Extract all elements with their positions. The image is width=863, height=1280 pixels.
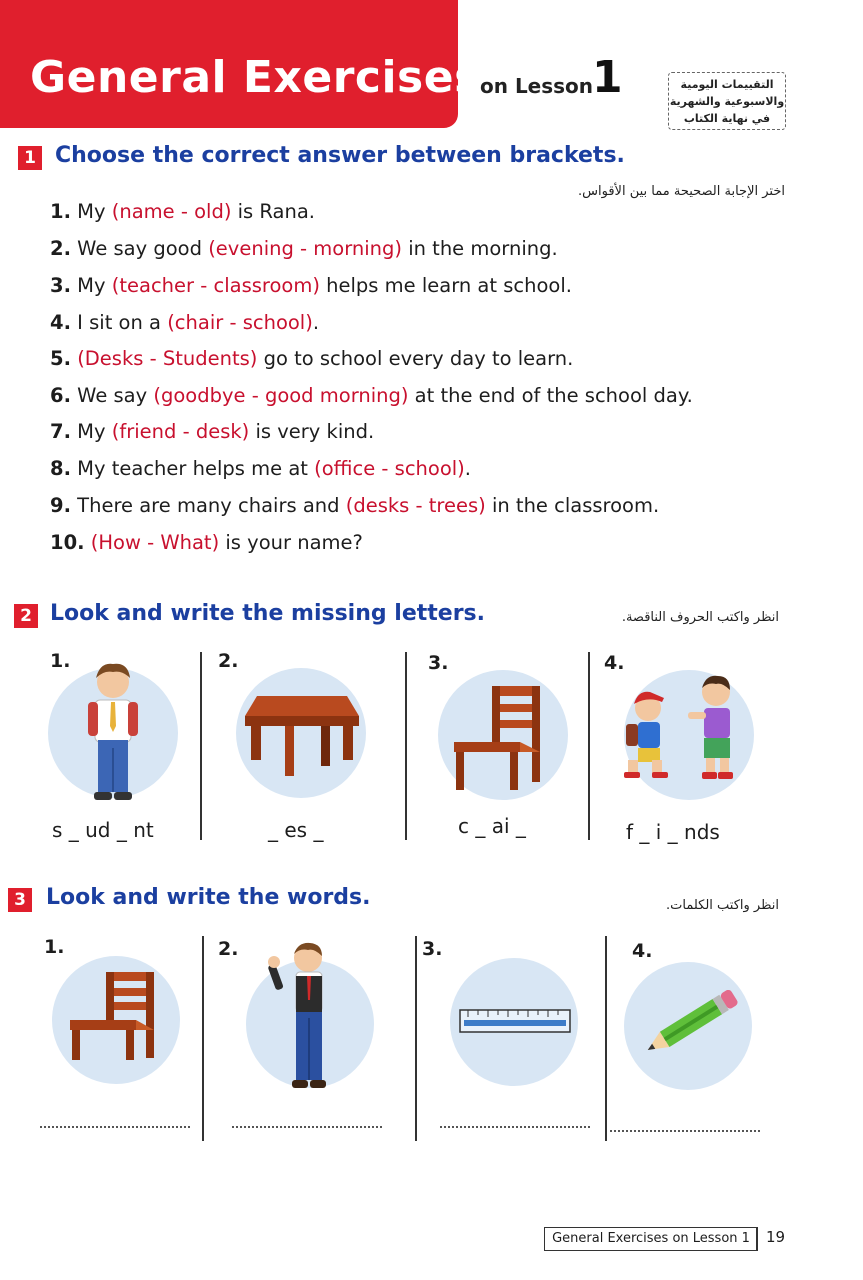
teacher-picture	[266, 938, 346, 1098]
answer-options[interactable]: (How - What)	[90, 531, 220, 554]
lesson-number: 1	[592, 52, 623, 103]
sentence-text: is Rana.	[231, 200, 315, 223]
lesson-label: on Lesson	[480, 74, 594, 98]
item-number: 1.	[50, 200, 71, 223]
sentence-text: My	[70, 420, 112, 443]
missing-letters-word[interactable]: s _ ud _ nt	[52, 818, 154, 842]
sentence-text: helps me learn at school.	[319, 274, 572, 297]
ruler-picture	[458, 1008, 572, 1034]
section-arabic-instruction: انظر واكتب الحروف الناقصة.	[621, 610, 779, 625]
student-boy-picture	[78, 656, 148, 806]
item-number: 6.	[50, 384, 71, 407]
answer-line[interactable]	[440, 1126, 590, 1128]
sentence-text: My	[70, 200, 112, 223]
sentence-text: .	[312, 311, 320, 334]
chair-picture	[450, 682, 550, 794]
exercise-1-item	[50, 347, 573, 370]
section-title: Look and write the words.	[46, 885, 371, 910]
item-number: 2.	[50, 237, 71, 260]
answer-line[interactable]	[232, 1126, 382, 1128]
section-arabic-instruction: اختر الإجابة الصحيحة مما بين الأقواس.	[578, 184, 785, 199]
item-number: 1.	[50, 650, 71, 672]
item-number: 4.	[604, 652, 625, 674]
item-number: 4.	[632, 940, 653, 962]
item-number: 8.	[50, 457, 71, 480]
item-number: 10.	[50, 531, 85, 554]
answer-options[interactable]: (friend - desk)	[111, 420, 250, 443]
arabic-note-box	[668, 72, 786, 130]
arabic-note-line: التقييمات اليومية	[680, 78, 774, 91]
answer-options[interactable]: (goodbye - good morning)	[153, 384, 409, 407]
sentence-text: at the end of the school day.	[408, 384, 693, 407]
friends-picture	[618, 668, 754, 786]
missing-letters-word[interactable]: _ es _	[268, 818, 324, 842]
answer-line[interactable]	[40, 1126, 190, 1128]
item-number: 4.	[50, 311, 71, 334]
section-number: 3	[8, 888, 32, 912]
exercise-1-item	[50, 274, 572, 297]
item-number: 1.	[44, 936, 65, 958]
section-title: Look and write the missing letters.	[50, 601, 486, 626]
section-number: 2	[14, 604, 38, 628]
sentence-text: We say	[70, 384, 154, 407]
item-number: 2.	[218, 938, 239, 960]
chair-picture	[66, 968, 166, 1064]
sentence-text: go to school every day to learn.	[257, 347, 574, 370]
answer-options[interactable]: (desks - trees)	[345, 494, 486, 517]
missing-letters-word[interactable]: f _ i _ nds	[626, 820, 720, 844]
sentence-text: We say good	[70, 237, 209, 260]
column-divider	[202, 936, 204, 1141]
column-divider	[415, 936, 417, 1141]
answer-options[interactable]: (evening - morning)	[208, 237, 402, 260]
answer-options[interactable]: (Desks - Students)	[77, 347, 258, 370]
exercise-1-item	[50, 531, 363, 554]
pencil-picture	[636, 990, 746, 1056]
item-number: 3.	[422, 938, 443, 960]
section-title: Choose the correct answer between brackets.	[55, 143, 625, 168]
exercise-1-item	[50, 494, 659, 517]
sentence-text: My	[70, 274, 112, 297]
sentence-text: .	[464, 457, 471, 480]
sentence-text: in the classroom.	[485, 494, 660, 517]
sentence-text: is very kind.	[249, 420, 375, 443]
item-number: 5.	[50, 347, 71, 370]
exercise-1-item	[50, 457, 471, 480]
sentence-text: My teacher helps me at	[70, 457, 315, 480]
sentence-text: is your name?	[219, 531, 363, 554]
desk-picture	[235, 690, 367, 780]
answer-options[interactable]: (chair - school)	[167, 311, 313, 334]
item-number: 3.	[428, 652, 449, 674]
arabic-note-line: والاسبوعية والشهرية	[669, 95, 785, 108]
section-arabic-instruction: انظر واكتب الكلمات.	[665, 898, 779, 913]
page-number: 19	[766, 1228, 786, 1246]
exercise-1-item	[50, 420, 374, 443]
answer-line[interactable]	[610, 1130, 760, 1132]
column-divider	[605, 936, 607, 1141]
column-divider	[405, 652, 407, 840]
section-number: 1	[18, 146, 42, 170]
answer-options[interactable]: (teacher - classroom)	[111, 274, 320, 297]
arabic-note-line: في نهاية الكتاب	[683, 112, 771, 125]
column-divider	[200, 652, 202, 840]
exercise-1-item	[50, 384, 693, 407]
sentence-text: I sit on a	[70, 311, 168, 334]
exercise-1-item	[50, 237, 558, 260]
answer-options[interactable]: (office - school)	[314, 457, 465, 480]
item-number: 2.	[218, 650, 239, 672]
column-divider	[588, 652, 590, 840]
item-number: 9.	[50, 494, 71, 517]
missing-letters-word[interactable]: c _ ai _	[458, 814, 526, 838]
exercise-1-item	[50, 200, 315, 223]
exercise-1-item	[50, 311, 319, 334]
footer-label: General Exercises on Lesson 1	[544, 1227, 758, 1251]
answer-options[interactable]: (name - old)	[111, 200, 232, 223]
sentence-text: in the morning.	[402, 237, 558, 260]
item-number: 3.	[50, 274, 71, 297]
sentence-text: There are many chairs and	[70, 494, 346, 517]
footer-divider	[756, 1227, 757, 1251]
page-title: General Exercises	[30, 52, 481, 103]
item-number: 7.	[50, 420, 71, 443]
